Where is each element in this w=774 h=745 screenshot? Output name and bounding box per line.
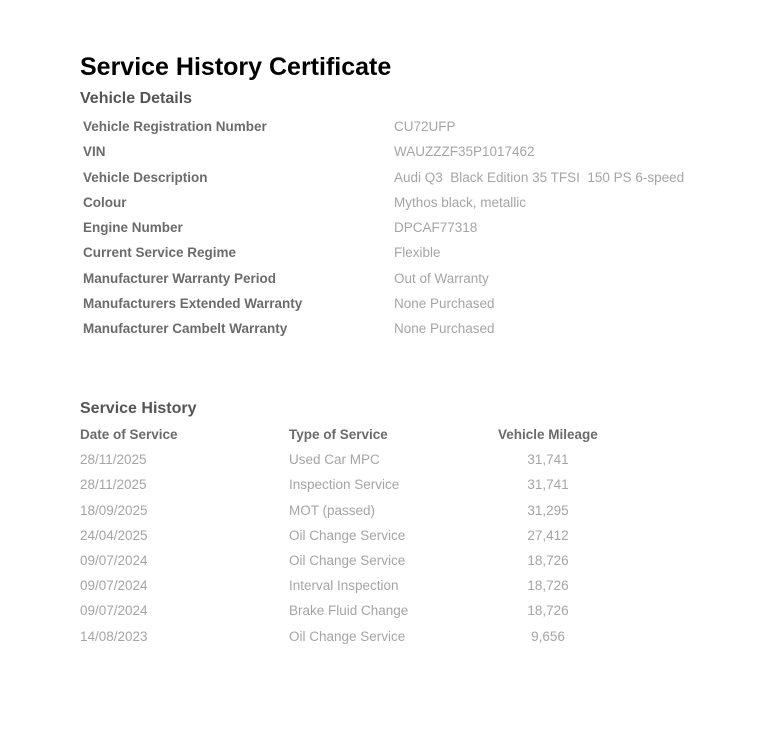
service-mileage: 18,726 [527, 552, 569, 568]
service-date: 09/07/2024 [80, 578, 148, 594]
detail-row-engine-number [83, 217, 733, 242]
detail-label: Current Service Regime [83, 245, 237, 261]
detail-value: None Purchased [394, 321, 495, 337]
service-date: 09/07/2024 [80, 603, 148, 619]
service-history-heading: Service History [80, 400, 197, 417]
vehicle-details-heading: Vehicle Details [80, 90, 193, 107]
service-date: 24/04/2025 [80, 527, 148, 543]
page-title: Service History Certificate [80, 53, 392, 81]
service-date: 28/11/2025 [80, 477, 147, 493]
service-type: Interval Inspection [289, 578, 399, 594]
table-row [80, 626, 640, 651]
service-type: Oil Change Service [289, 552, 406, 568]
table-row [80, 474, 640, 499]
service-type: MOT (passed) [289, 502, 376, 518]
service-mileage: 31,741 [527, 452, 569, 468]
detail-row-warranty-period [83, 268, 733, 293]
table-row [80, 525, 640, 550]
detail-value: Mythos black, metallic [394, 194, 527, 210]
table-row [80, 550, 640, 575]
table-row [80, 600, 640, 625]
service-mileage: 31,295 [527, 502, 569, 518]
service-date: 28/11/2025 [80, 452, 147, 468]
service-mileage: 9,656 [531, 628, 565, 644]
service-date: 14/08/2023 [80, 628, 148, 644]
detail-label: Manufacturer Warranty Period [83, 270, 277, 286]
detail-value: Flexible [394, 245, 441, 261]
column-header-mileage: Vehicle Mileage [498, 427, 598, 442]
column-header-type: Type of Service [289, 427, 388, 442]
detail-row-vin [83, 141, 733, 166]
detail-row-description [83, 167, 733, 192]
detail-value: CU72UFP [394, 119, 456, 134]
detail-row-registration [83, 116, 733, 141]
table-header-row [80, 424, 640, 449]
detail-value: Out of Warranty [394, 270, 489, 286]
vehicle-details-table [83, 116, 733, 344]
detail-value: None Purchased [394, 296, 495, 312]
detail-value: Audi Q3 Black Edition 35 TFSI 150 PS 6-speed [394, 169, 685, 185]
detail-value: DPCAF77318 [394, 220, 478, 236]
detail-row-service-regime [83, 242, 733, 267]
detail-row-cambelt-warranty [83, 318, 733, 343]
service-type: Used Car MPC [289, 452, 380, 468]
detail-label: VIN [83, 144, 106, 160]
detail-label: Manufacturer Cambelt Warranty [83, 321, 288, 337]
service-type: Brake Fluid Change [289, 603, 409, 619]
service-type: Inspection Service [289, 477, 400, 493]
table-row [80, 449, 640, 474]
service-date: 18/09/2025 [80, 502, 148, 518]
service-history-table [80, 424, 640, 651]
detail-label: Vehicle Registration Number [83, 119, 267, 134]
detail-row-colour [83, 192, 733, 217]
service-date: 09/07/2024 [80, 552, 148, 568]
table-row [80, 575, 640, 600]
detail-label: Colour [83, 194, 127, 210]
service-mileage: 31,741 [527, 477, 569, 493]
service-mileage: 18,726 [527, 578, 569, 594]
detail-label: Engine Number [83, 220, 183, 236]
detail-row-extended-warranty [83, 293, 733, 318]
service-type: Oil Change Service [289, 527, 406, 543]
table-row [80, 500, 640, 525]
detail-value: WAUZZZF35P1017462 [394, 144, 535, 160]
service-mileage: 27,412 [527, 527, 569, 543]
service-type: Oil Change Service [289, 628, 406, 644]
detail-label: Vehicle Description [83, 169, 208, 185]
detail-label: Manufacturers Extended Warranty [83, 296, 303, 312]
service-mileage: 18,726 [527, 603, 569, 619]
column-header-date: Date of Service [80, 427, 178, 442]
